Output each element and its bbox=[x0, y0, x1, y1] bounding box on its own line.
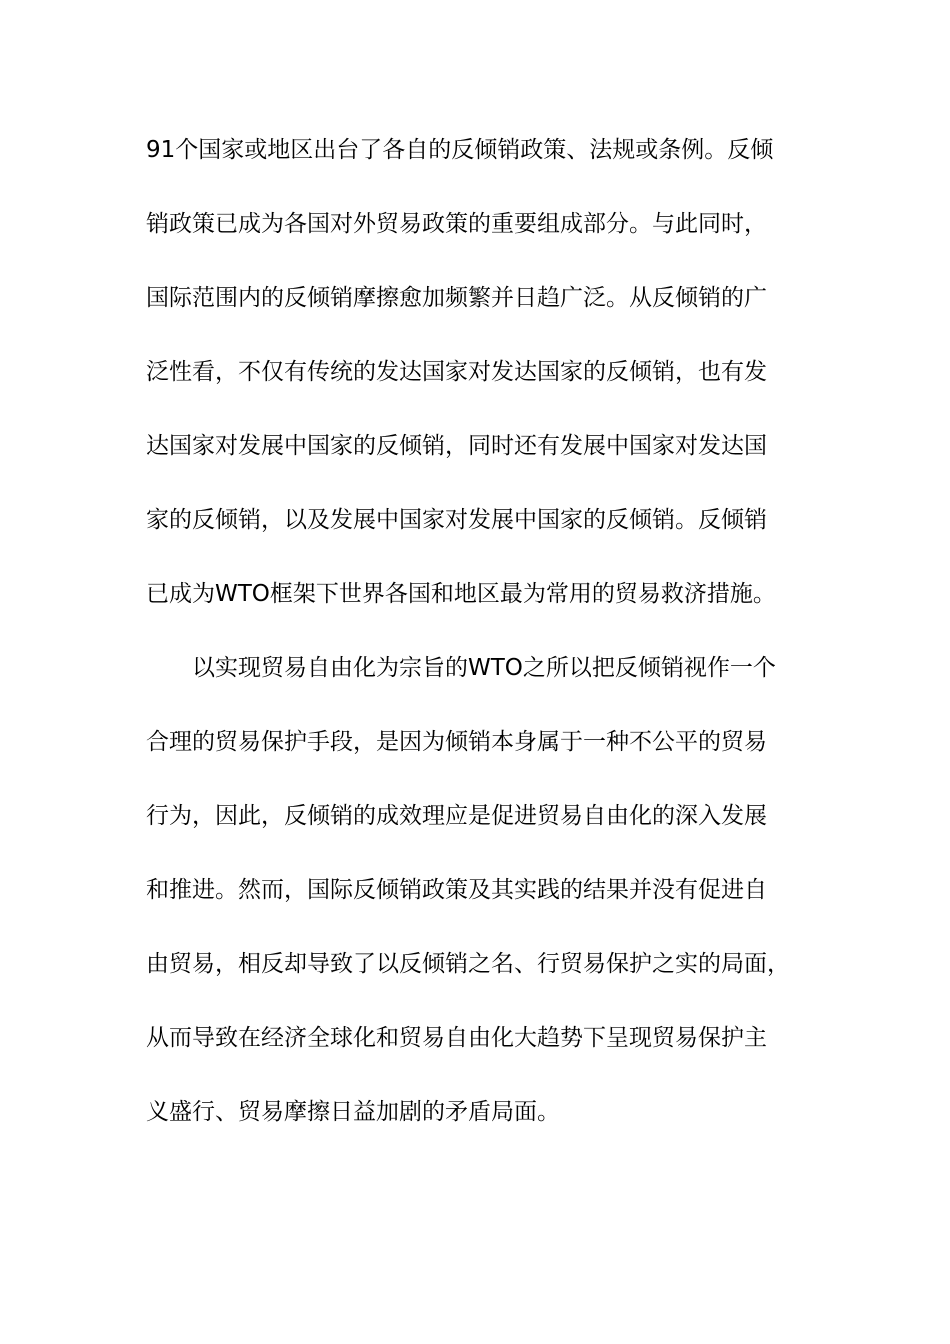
text-line-5: 达国家对发展中国家的反倾销，同时还有发展中国家对发达国 bbox=[146, 433, 767, 459]
text-line-3: 国际范围内的反倾销摩擦愈加频繁并日趋广泛。从反倾销的广 bbox=[146, 285, 767, 311]
text-line-10: 行为，因此，反倾销的成效理应是促进贸易自由化的深入发展 bbox=[146, 803, 767, 829]
text-line-8: 以实现贸易自由化为宗旨的WTO之所以把反倾销视作一个 bbox=[192, 655, 776, 681]
text-line-13: 从而导致在经济全球化和贸易自由化大趋势下呈现贸易保护主 bbox=[146, 1025, 767, 1051]
text-line-14: 义盛行、贸易摩擦日益加剧的矛盾局面。 bbox=[146, 1099, 560, 1125]
text-line-9: 合理的贸易保护手段，是因为倾销本身属于一种不公平的贸易 bbox=[146, 729, 767, 755]
text-line-12: 由贸易，相反却导致了以反倾销之名、行贸易保护之实的局面， bbox=[146, 951, 790, 977]
text-line-2: 销政策已成为各国对外贸易政策的重要组成部分。与此同时， bbox=[146, 211, 767, 237]
text-line-1: 91个国家或地区出台了各自的反倾销政策、法规或条例。反倾 bbox=[146, 137, 774, 163]
text-line-4: 泛性看，不仅有传统的发达国家对发达国家的反倾销，也有发 bbox=[146, 359, 767, 385]
text-line-11: 和推进。然而，国际反倾销政策及其实践的结果并没有促进自 bbox=[146, 877, 767, 903]
text-line-7: 已成为WTO框架下世界各国和地区最为常用的贸易救济措施。 bbox=[146, 581, 776, 607]
text-line-6: 家的反倾销，以及发展中国家对发展中国家的反倾销。反倾销 bbox=[146, 507, 767, 533]
body-text bbox=[146, 128, 826, 1164]
